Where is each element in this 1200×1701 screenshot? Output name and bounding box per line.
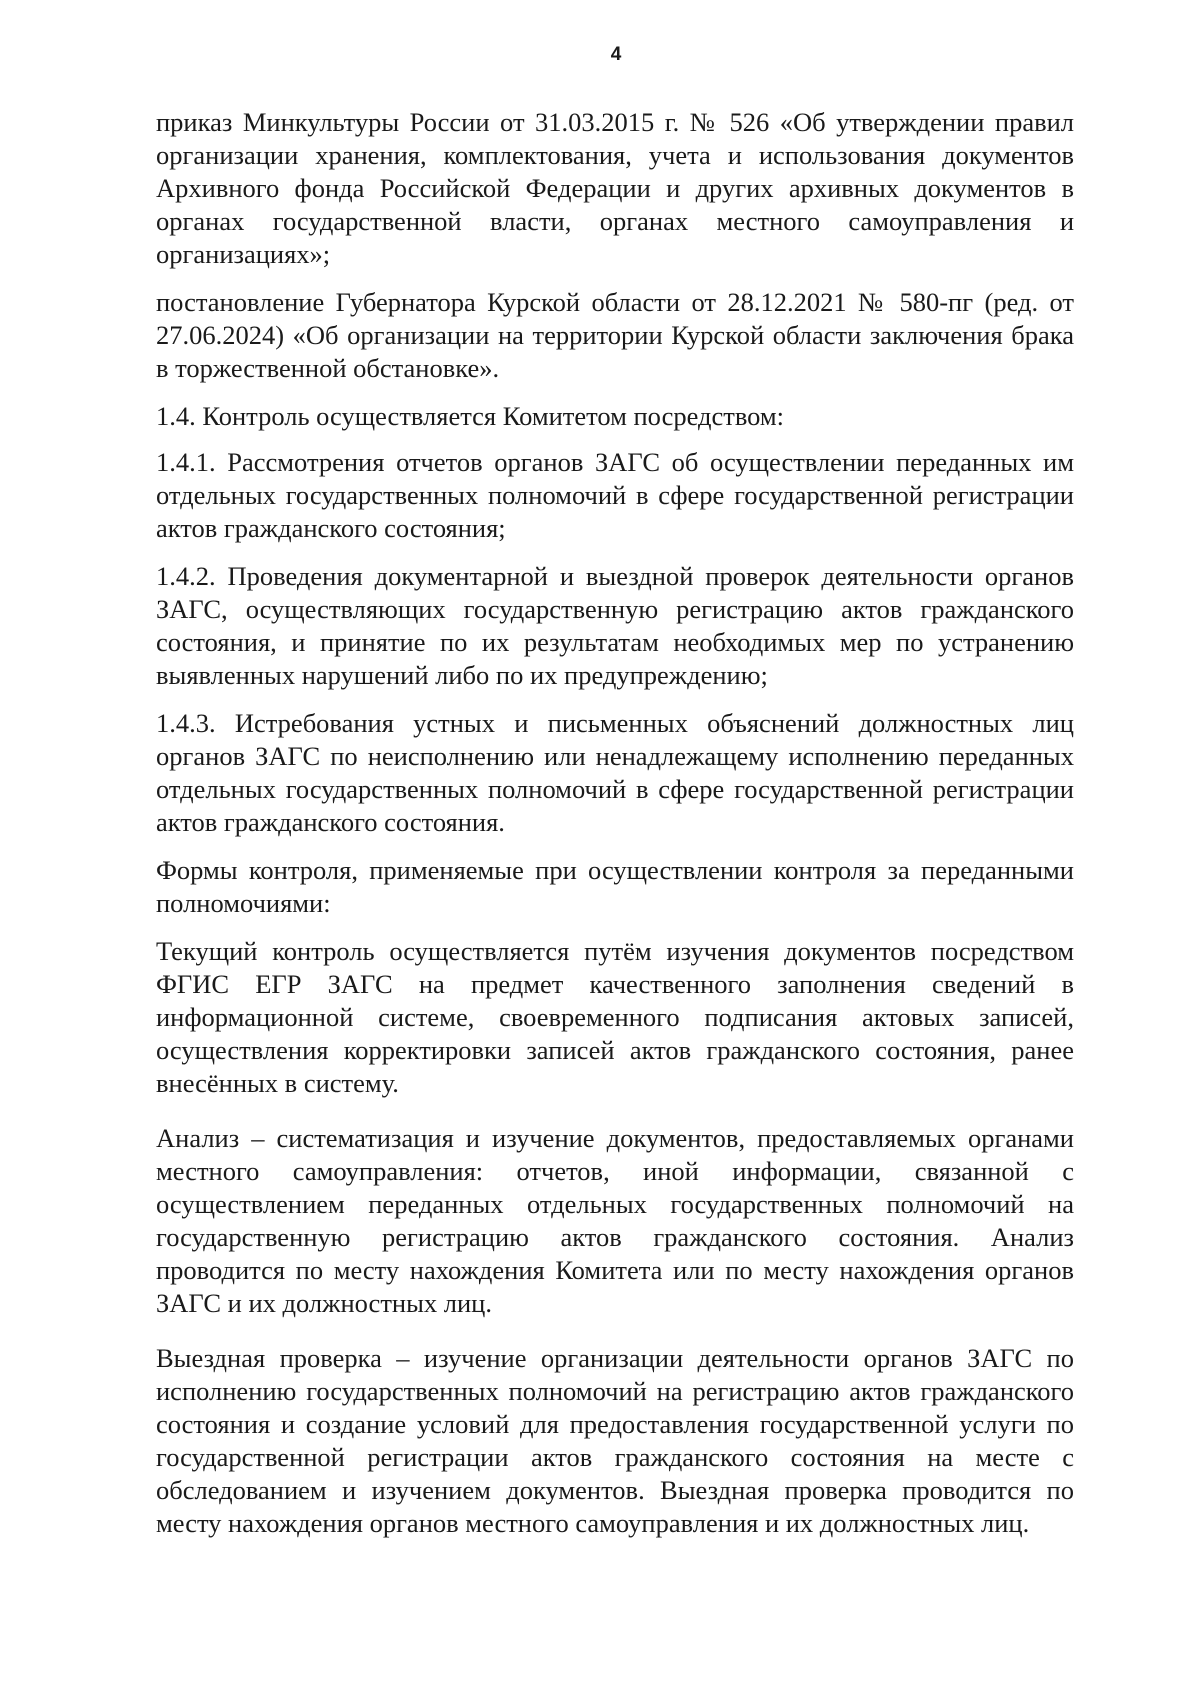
paragraph-1-4-2: 1.4.2. Проведения документарной и выездной проверок деятельности органов ЗАГС, осуществляющих государственную регистрацию актов гражданского состояния, и принятие по их результатам необходимых мер по устранению выявленных нарушений либо по их предупреждению; <box>156 561 1074 690</box>
page-number: 4 <box>610 44 622 65</box>
paragraph-current-control: Текущий контроль осуществляется путём изучения документов посредством ФГИС ЕГР ЗАГС на предмет качественного заполнения сведений в информационной системе, своевременного подписания актовых записей, осуществления корректировки записей актов гражданского состояния, ранее внесённых в систему. <box>156 936 1074 1098</box>
paragraph-governor-resolution: постановление Губернатора Курской области от 28.12.2021 № 580-пг (ред. от 27.06.2024) «Об организации на территории Курской области заключения брака в торжественной обстановке». <box>156 287 1074 383</box>
document-body <box>156 106 1074 1555</box>
paragraph-1-4-3: 1.4.3. Истребования устных и письменных объяснений должностных лиц органов ЗАГС по неисполнению или ненадлежащему исполнению переданных отдельных государственных полномочий в сфере государственной регистрации актов гражданского состояния. <box>156 708 1074 837</box>
paragraph-order-minculture: приказ Минкультуры России от 31.03.2015 г. № 526 «Об утверждении правил организации хранения, комплектования, учета и использования документов Архивного фонда Российской Федерации и других архивных документов в органах государственной власти, органах местного самоуправления и организациях»; <box>156 107 1074 269</box>
paragraph-1-4-control: 1.4. Контроль осуществляется Комитетом посредством: <box>156 401 785 431</box>
paragraph-field-inspection: Выездная проверка – изучение организации деятельности органов ЗАГС по исполнению государственных полномочий на регистрацию актов гражданского состояния и создание условий для предоставления государственной услуги по государственной регистрации актов гражданского состояния на месте с обследованием и изучением документов. Выездная проверка проводится по месту нахождения органов местного самоуправления и их должностных лиц. <box>156 1343 1074 1538</box>
paragraph-analysis: Анализ – систематизация и изучение документов, предоставляемых органами местного самоуправления: отчетов, иной информации, связанной с осуществлением переданных отдельных государственных полномочий на государственную регистрацию актов гражданского состояния. Анализ проводится по месту нахождения Комитета или по месту нахождения органов ЗАГС и их должностных лиц. <box>156 1123 1074 1318</box>
paragraph-control-forms: Формы контроля, применяемые при осуществлении контроля за переданными полномочиями: <box>156 855 1074 918</box>
paragraph-1-4-1: 1.4.1. Рассмотрения отчетов органов ЗАГС об осуществлении переданных им отдельных государственных полномочий в сфере государственной регистрации актов гражданского состояния; <box>156 447 1074 543</box>
